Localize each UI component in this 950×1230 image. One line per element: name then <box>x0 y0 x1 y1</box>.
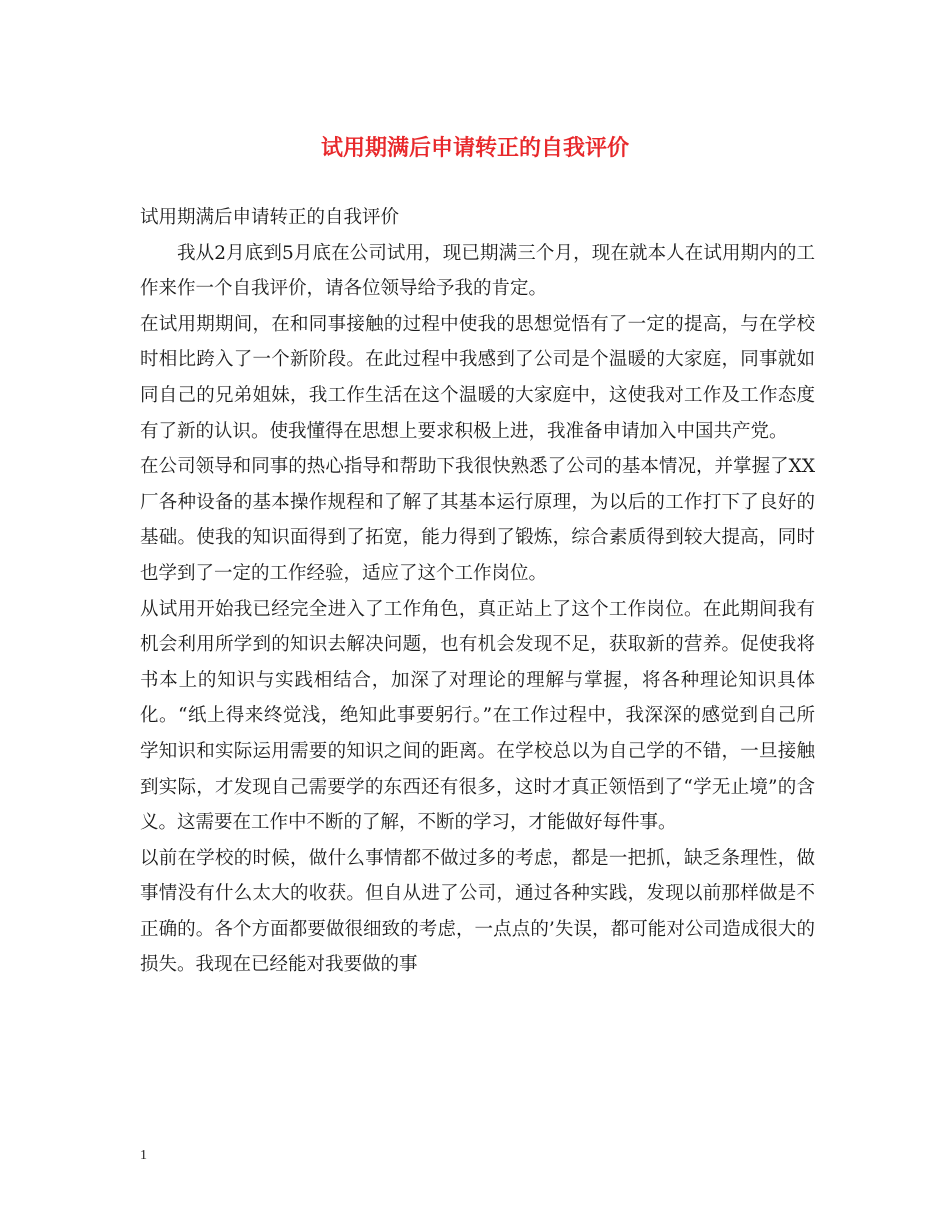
document-title: 试用期满后申请转正的自我评价 <box>320 135 629 161</box>
paragraph-reflection: 以前在学校的时候，做什么事情都不做过多的考虑，都是一把抓，缺乏条理性，做事情没有什么太大的收获。但自从进了公司，通过各种实践，发现以前那样做是不正确的。各个方面都要做很细致的考虑，一点点的’失误，都可能对公司造成很大的损失。我现在已经能对我要做的事 <box>140 847 815 976</box>
paragraph-skills: 在公司领导和同事的热心指导和帮助下我很快熟悉了公司的基本情况，并掌握了XX厂各种设备的基本操作规程和了解了其基本运行原理，为以后的工作打下了良好的基础。使我的知识面得到了拓宽，能力得到了锻炼，综合素质得到较大提高，同时也学到了一定的工作经验，适应了这个工作岗位。 <box>140 456 815 584</box>
document-body <box>140 200 815 983</box>
paragraph-thought: 在试用期期间，在和同事接触的过程中使我的思想觉悟有了一定的提高，与在学校时相比跨入了一个新阶段。在此过程中我感到了公司是个温暖的大家庭，同事就如同自己的兄弟姐妹，我工作生活在这个温暖的大家庭中，这使我对工作及工作态度有了新的认识。使我懂得在思想上要求积极上进，我准备申请加入中国共产党。 <box>140 313 815 442</box>
paragraph-practice: 从试用开始我已经完全进入了工作角色，真正站上了这个工作岗位。在此期间我有机会利用所学到的知识去解决问题，也有机会发现不足，获取新的营养。促使我将书本上的知识与实践相结合，加深了对理论的理解与掌握，将各种理论知识具体化。“纸上得来终觉浅，绝知此事要躬行。”在工作过程中，我深深的感觉到自己所学知识和实际运用需要的知识之间的距离。在学校总以为自己学的不错，一旦接触到实际，才发现自己需要学的东西还有很多，这时才真正领悟到了“学无止境”的含义。这需要在工作中不断的了解，不断的学习，才能做好每件事。 <box>140 598 815 834</box>
paragraph-intro: 我从2月底到5月底在公司试用，现已期满三个月，现在就本人在试用期内的工作来作一个自我评价，请各位领导给予我的肯定。 <box>140 242 815 300</box>
page-number: 1 <box>140 1148 147 1163</box>
paragraph-subtitle: 试用期满后申请转正的自我评价 <box>140 207 400 228</box>
